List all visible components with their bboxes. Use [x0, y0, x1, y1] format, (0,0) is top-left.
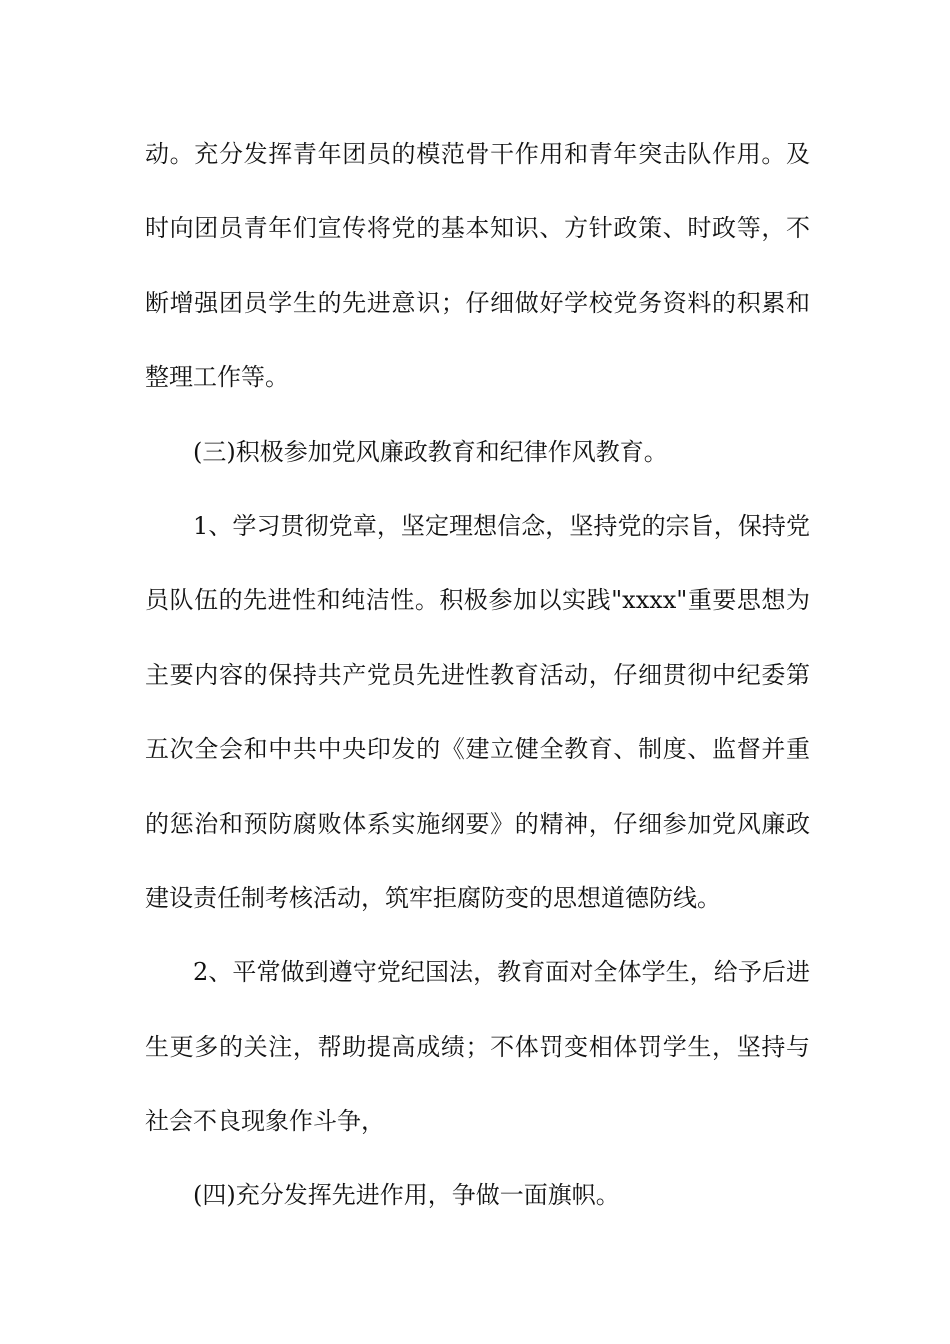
- section-heading: (三)积极参加党风廉政教育和纪律作风教育。: [193, 437, 668, 466]
- text-line: 2、平常做到遵守党纪国法，教育面对全体学生，给予后进: [193, 958, 810, 987]
- text-line: 建设责任制考核活动，筑牢拒腐防变的思想道德防线。: [145, 883, 721, 912]
- text-line: 生更多的关注，帮助提高成绩；不体罚变相体罚学生，坚持与: [145, 1032, 810, 1061]
- text-line: 1、学习贯彻党章，坚定理想信念，坚持党的宗旨，保持党: [193, 511, 810, 540]
- text-line: 时向团员青年们宣传将党的基本知识、方针政策、时政等，不: [145, 214, 810, 243]
- text-line: 的惩治和预防腐败体系实施纲要》的精神，仔细参加党风廉政: [145, 809, 810, 838]
- text-line: 社会不良现象作斗争，: [145, 1107, 385, 1136]
- text-line: 断增强团员学生的先进意识；仔细做好学校党务资料的积累和: [145, 288, 810, 317]
- section-heading: (四)充分发挥先进作用，争做一面旗帜。: [193, 1181, 620, 1210]
- text-line: 动。充分发挥青年团员的模范骨干作用和青年突击队作用。及: [145, 140, 810, 168]
- text-line: 整理工作等。: [145, 363, 289, 392]
- text-line: 主要内容的保持共产党员先进性教育活动，仔细贯彻中纪委第: [145, 660, 810, 689]
- text-line: 五次全会和中共中央印发的《建立健全教育、制度、监督并重: [145, 735, 810, 764]
- body-text: [145, 130, 810, 1246]
- text-line: 员队伍的先进性和纯洁性。积极参加以实践"xxxx"重要思想为: [145, 586, 810, 615]
